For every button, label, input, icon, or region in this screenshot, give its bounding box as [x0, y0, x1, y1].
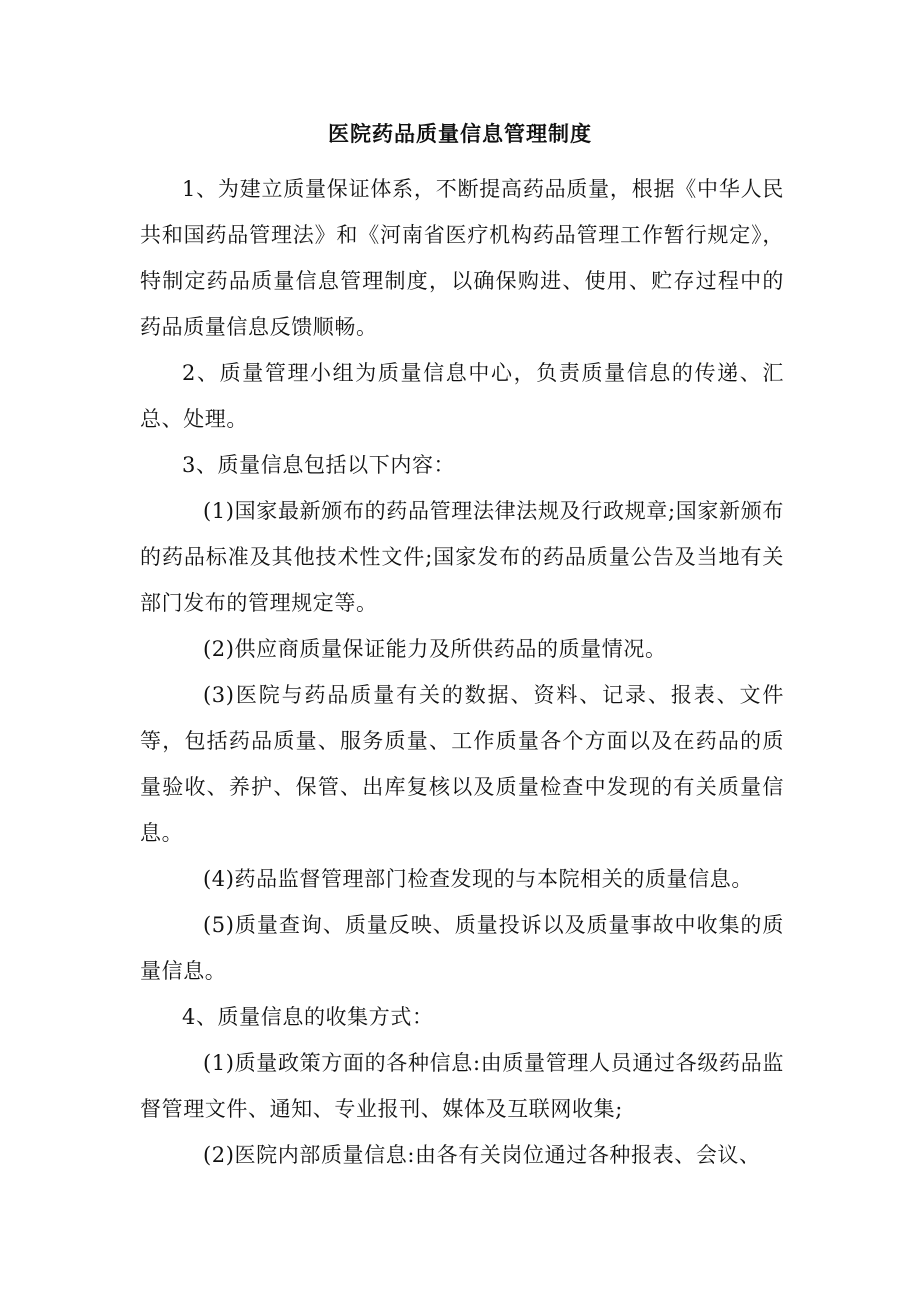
paragraph-3-item-3: (3)医院与药品质量有关的数据、资料、记录、报表、文件等，包括药品质量、服务质量、工作质量各个方面以及在药品的质量验收、养护、保管、出库复核以及质量检查中发现的有关质量信息。 [140, 683, 784, 845]
paragraph-3-item-5: (5)质量查询、质量反映、质量投诉以及质量事故中收集的质量信息。 [140, 913, 784, 983]
document-body [140, 166, 784, 1178]
paragraph-1: 1、为建立质量保证体系，不断提高药品质量，根据《中华人民共和国药品管理法》和《河南省医疗机构药品管理工作暂行规定》，特制定药品质量信息管理制度，以确保购进、使用、贮存过程中的药品质量信息反馈顺畅。 [140, 177, 784, 339]
paragraph-4-item-1: (1)质量政策方面的各种信息:由质量管理人员通过各级药品监督管理文件、通知、专业报刊、媒体及互联网收集; [140, 1051, 784, 1121]
paragraph-4-item-2: (2)医院内部质量信息:由各有关岗位通过各种报表、会议、 [203, 1143, 761, 1167]
paragraph-2: 2、质量管理小组为质量信息中心，负责质量信息的传递、汇总、处理。 [140, 361, 784, 431]
paragraph-3: 3、质量信息包括以下内容： [182, 453, 456, 477]
paragraph-4: 4、质量信息的收集方式： [182, 1005, 434, 1029]
paragraph-3-item-2: (2)供应商质量保证能力及所供药品的质量情况。 [203, 637, 667, 661]
paragraph-3-item-1: (1)国家最新颁布的药品管理法律法规及行政规章;国家新颁布的药品标准及其他技术性文件;国家发布的药品质量公告及当地有关部门发布的管理规定等。 [140, 499, 784, 615]
paragraph-3-item-4: (4)药品监督管理部门检查发现的与本院相关的质量信息。 [203, 867, 753, 891]
document-title: 医院药品质量信息管理制度 [328, 121, 592, 146]
